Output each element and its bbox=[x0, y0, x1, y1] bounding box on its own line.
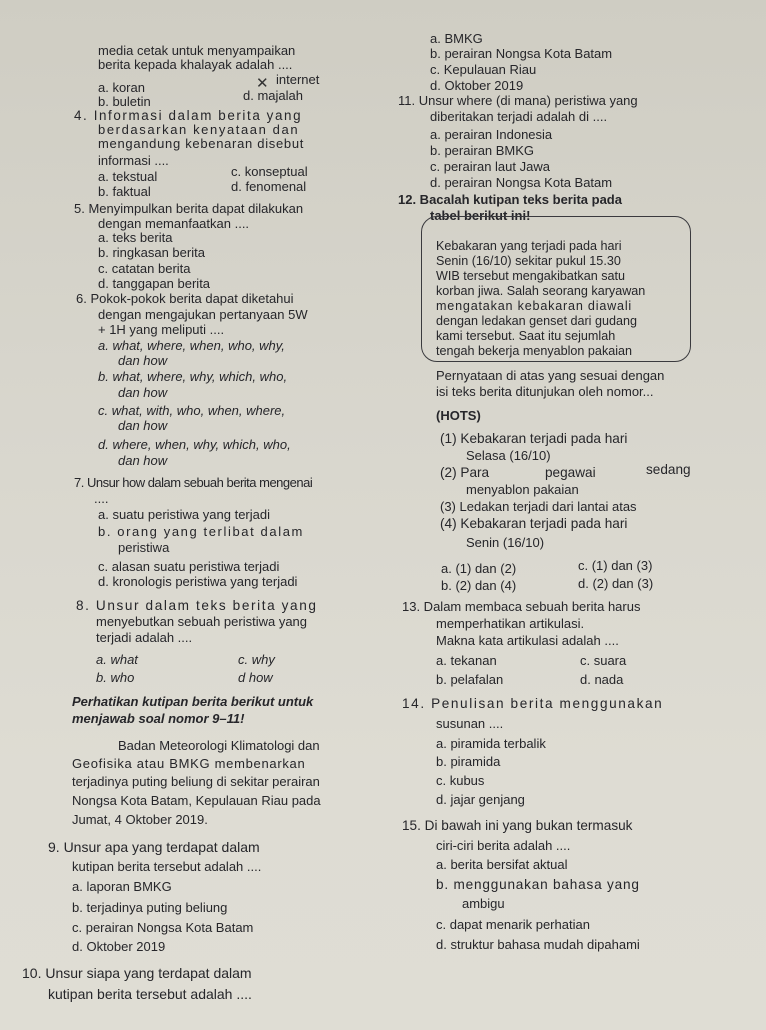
q10-stem-line2: kutipan berita tersebut adalah .... bbox=[48, 986, 252, 1002]
q14-option-b: b. piramida bbox=[436, 754, 501, 769]
passage-instruction-line1: Perhatikan kutipan berita berikut untuk bbox=[72, 694, 314, 709]
q12-statement-2-part1: (2) Para bbox=[440, 465, 490, 480]
q14-option-d: d. jajar genjang bbox=[436, 792, 525, 807]
passage-line5: Jumat, 4 Oktober 2019. bbox=[72, 812, 208, 827]
q10-option-d: d. Oktober 2019 bbox=[430, 78, 524, 93]
q4-stem-line2: berdasarkan kenyataan dan bbox=[98, 122, 300, 137]
q4-option-c: c. konseptual bbox=[231, 164, 308, 179]
q5-stem-line1: 5. Menyimpulkan berita dapat dilakukan bbox=[74, 201, 304, 216]
q12-statement-2-part3: sedang bbox=[646, 462, 691, 477]
q3-stem-line1: media cetak untuk menyampaikan bbox=[98, 43, 296, 58]
q4-stem-line4: informasi .... bbox=[98, 153, 169, 168]
handwritten-cross-mark: ✕ bbox=[256, 75, 269, 92]
q13-option-a: a. tekanan bbox=[436, 653, 497, 668]
q14-stem-line2: susunan .... bbox=[436, 716, 504, 731]
q6-stem-line3: + 1H yang meliputi .... bbox=[98, 322, 225, 337]
q7-option-b-line2: peristiwa bbox=[118, 540, 170, 555]
excerpt-line: tengah bekerja menyablon pakaian bbox=[436, 344, 633, 358]
q12-question-line2: isi teks berita ditunjukan oleh nomor... bbox=[436, 384, 654, 399]
q13-option-b: b. pelafalan bbox=[436, 672, 504, 687]
q6-option-b-line1: b. what, where, why, which, who, bbox=[98, 369, 288, 384]
q6-option-a-line2: dan how bbox=[118, 353, 168, 368]
q12-statement-2-line2: menyablon pakaian bbox=[466, 482, 579, 497]
q9-option-b: b. terjadinya puting beliung bbox=[72, 900, 228, 915]
excerpt-line: korban jiwa. Salah seorang karyawan bbox=[436, 284, 646, 298]
q12-option-d: d. (2) dan (3) bbox=[578, 576, 654, 591]
q15-stem-line2: ciri-ciri berita adalah .... bbox=[436, 838, 571, 853]
q12-statement-3: (3) Ledakan terjadi dari lantai atas bbox=[440, 499, 637, 514]
q12-statement-1-line1: (1) Kebakaran terjadi pada hari bbox=[440, 431, 628, 446]
q7-stem-line2: .... bbox=[94, 491, 109, 506]
q8-option-a: a. what bbox=[96, 652, 138, 667]
q3-option-b: b. buletin bbox=[98, 94, 151, 109]
q6-option-c-line2: dan how bbox=[118, 418, 168, 433]
excerpt-line: mengatakan kebakaran diawali bbox=[436, 299, 633, 313]
q11-stem-line2: diberitakan terjadi adalah di .... bbox=[430, 109, 608, 124]
q11-stem-line1: 11. Unsur where (di mana) peristiwa yang bbox=[398, 93, 638, 108]
q12-news-excerpt-box bbox=[421, 216, 691, 362]
passage-line3: terjadinya puting beliung di sekitar perairan bbox=[72, 774, 320, 789]
q15-option-a: a. berita bersifat aktual bbox=[436, 857, 568, 872]
passage-line2: Geofisika atau BMKG membenarkan bbox=[72, 756, 306, 771]
passage-line1: Badan Meteorologi Klimatologi dan bbox=[118, 738, 320, 753]
q12-stem-line2: tabel berikut ini! bbox=[430, 208, 531, 223]
q11-option-d: d. perairan Nongsa Kota Batam bbox=[430, 175, 613, 190]
q12-option-b: b. (2) dan (4) bbox=[441, 578, 517, 593]
q11-option-a: a. perairan Indonesia bbox=[430, 127, 553, 142]
q9-option-c: c. perairan Nongsa Kota Batam bbox=[72, 920, 254, 935]
q12-statement-2-part2: pegawai bbox=[545, 465, 596, 480]
q5-stem-line2: dengan memanfaatkan .... bbox=[98, 216, 250, 231]
excerpt-line: WIB tersebut mengakibatkan satu bbox=[436, 269, 626, 283]
q6-option-d-line1: d. where, when, why, which, who, bbox=[98, 437, 291, 452]
q11-option-c: c. perairan laut Jawa bbox=[430, 159, 550, 174]
q12-statement-4-line2: Senin (16/10) bbox=[466, 535, 545, 550]
q3-option-a: a. koran bbox=[98, 80, 145, 95]
q11-option-b: b. perairan BMKG bbox=[430, 143, 535, 158]
q5-option-c: c. catatan berita bbox=[98, 261, 191, 276]
q8-option-d: d how bbox=[238, 670, 273, 685]
q13-option-d: d. nada bbox=[580, 672, 624, 687]
q5-option-d: d. tanggapan berita bbox=[98, 276, 211, 291]
q5-option-b: b. ringkasan berita bbox=[98, 245, 205, 260]
q4-option-d: d. fenomenal bbox=[231, 179, 307, 194]
q13-stem-line2: memperhatikan artikulasi. bbox=[436, 616, 585, 631]
q9-stem-line1: 9. Unsur apa yang terdapat dalam bbox=[48, 839, 260, 855]
q10-option-a: a. BMKG bbox=[430, 31, 483, 46]
q7-option-b-line1: b. orang yang terlibat dalam bbox=[98, 524, 304, 539]
q9-stem-line2: kutipan berita tersebut adalah .... bbox=[72, 859, 262, 874]
q7-option-a: a. suatu peristiwa yang terjadi bbox=[98, 507, 270, 522]
q7-option-d: d. kronologis peristiwa yang terjadi bbox=[98, 574, 298, 589]
q8-stem-line3: terjadi adalah .... bbox=[96, 630, 193, 645]
q9-option-a: a. laporan BMKG bbox=[72, 879, 172, 894]
q15-option-b-line2: ambigu bbox=[462, 896, 505, 911]
q12-stem-line1: 12. Bacalah kutipan teks berita pada bbox=[398, 192, 622, 207]
q12-question-line1: Pernyataan di atas yang sesuai dengan bbox=[436, 368, 665, 383]
q13-stem-line3: Makna kata artikulasi adalah .... bbox=[436, 633, 619, 648]
q6-option-d-line2: dan how bbox=[118, 453, 168, 468]
q13-option-c: c. suara bbox=[580, 653, 627, 668]
q14-option-c: c. kubus bbox=[436, 773, 485, 788]
q6-option-b-line2: dan how bbox=[118, 385, 168, 400]
q8-option-b: b. who bbox=[96, 670, 135, 685]
passage-instruction-line2: menjawab soal nomor 9–11! bbox=[72, 711, 245, 726]
q3-option-c: internet bbox=[276, 72, 320, 87]
q15-option-b-line1: b. menggunakan bahasa yang bbox=[436, 877, 640, 892]
q8-stem-line2: menyebutkan sebuah peristiwa yang bbox=[96, 614, 308, 629]
q6-option-a-line1: a. what, where, when, who, why, bbox=[98, 338, 285, 353]
q10-stem-line1: 10. Unsur siapa yang terdapat dalam bbox=[22, 965, 252, 981]
q10-option-c: c. Kepulauan Riau bbox=[430, 62, 537, 77]
q13-stem-line1: 13. Dalam membaca sebuah berita harus bbox=[402, 599, 641, 614]
q14-stem-line1: 14. Penulisan berita menggunakan bbox=[402, 696, 664, 711]
q4-stem-line3: mengandung kebenaran disebut bbox=[98, 136, 305, 151]
q4-option-b: b. faktual bbox=[98, 184, 151, 199]
q3-stem-line2: berita kepada khalayak adalah .... bbox=[98, 57, 293, 72]
q4-option-a: a. tekstual bbox=[98, 169, 158, 184]
q14-option-a: a. piramida terbalik bbox=[436, 736, 546, 751]
excerpt-line: dengan ledakan genset dari gudang bbox=[436, 314, 637, 328]
q8-option-c: c. why bbox=[238, 652, 275, 667]
q10-option-b: b. perairan Nongsa Kota Batam bbox=[430, 46, 613, 61]
excerpt-line: Senin (16/10) sekitar pukul 15.30 bbox=[436, 254, 621, 268]
q12-statement-1-line2: Selasa (16/10) bbox=[466, 448, 551, 463]
excerpt-line: kami tersebut. Saat itu sejumlah bbox=[436, 329, 616, 343]
q12-option-a: a. (1) dan (2) bbox=[441, 561, 517, 576]
q15-option-c: c. dapat menarik perhatian bbox=[436, 917, 590, 932]
q3-option-d: d. majalah bbox=[243, 88, 303, 103]
q15-stem-line1: 15. Di bawah ini yang bukan termasuk bbox=[402, 818, 633, 833]
q6-stem-line1: 6. Pokok-pokok berita dapat diketahui bbox=[76, 291, 294, 306]
passage-line4: Nongsa Kota Batam, Kepulauan Riau pada bbox=[72, 793, 321, 808]
hots-label: (HOTS) bbox=[436, 408, 481, 423]
q4-stem-line1: 4. Informasi dalam berita yang bbox=[74, 108, 303, 123]
q7-option-c: c. alasan suatu peristiwa terjadi bbox=[98, 559, 280, 574]
excerpt-line: Kebakaran yang terjadi pada hari bbox=[436, 239, 622, 253]
q9-option-d: d. Oktober 2019 bbox=[72, 939, 166, 954]
q5-option-a: a. teks berita bbox=[98, 230, 173, 245]
q15-option-d: d. struktur bahasa mudah dipahami bbox=[436, 937, 640, 952]
q12-statement-4-line1: (4) Kebakaran terjadi pada hari bbox=[440, 516, 628, 531]
q8-stem-line1: 8. Unsur dalam teks berita yang bbox=[76, 598, 318, 613]
q7-stem-line1: 7. Unsur how dalam sebuah berita mengenai bbox=[74, 475, 313, 490]
q6-stem-line2: dengan mengajukan pertanyaan 5W bbox=[98, 307, 308, 322]
q6-option-c-line1: c. what, with, who, when, where, bbox=[98, 403, 286, 418]
q12-option-c: c. (1) dan (3) bbox=[578, 558, 653, 573]
